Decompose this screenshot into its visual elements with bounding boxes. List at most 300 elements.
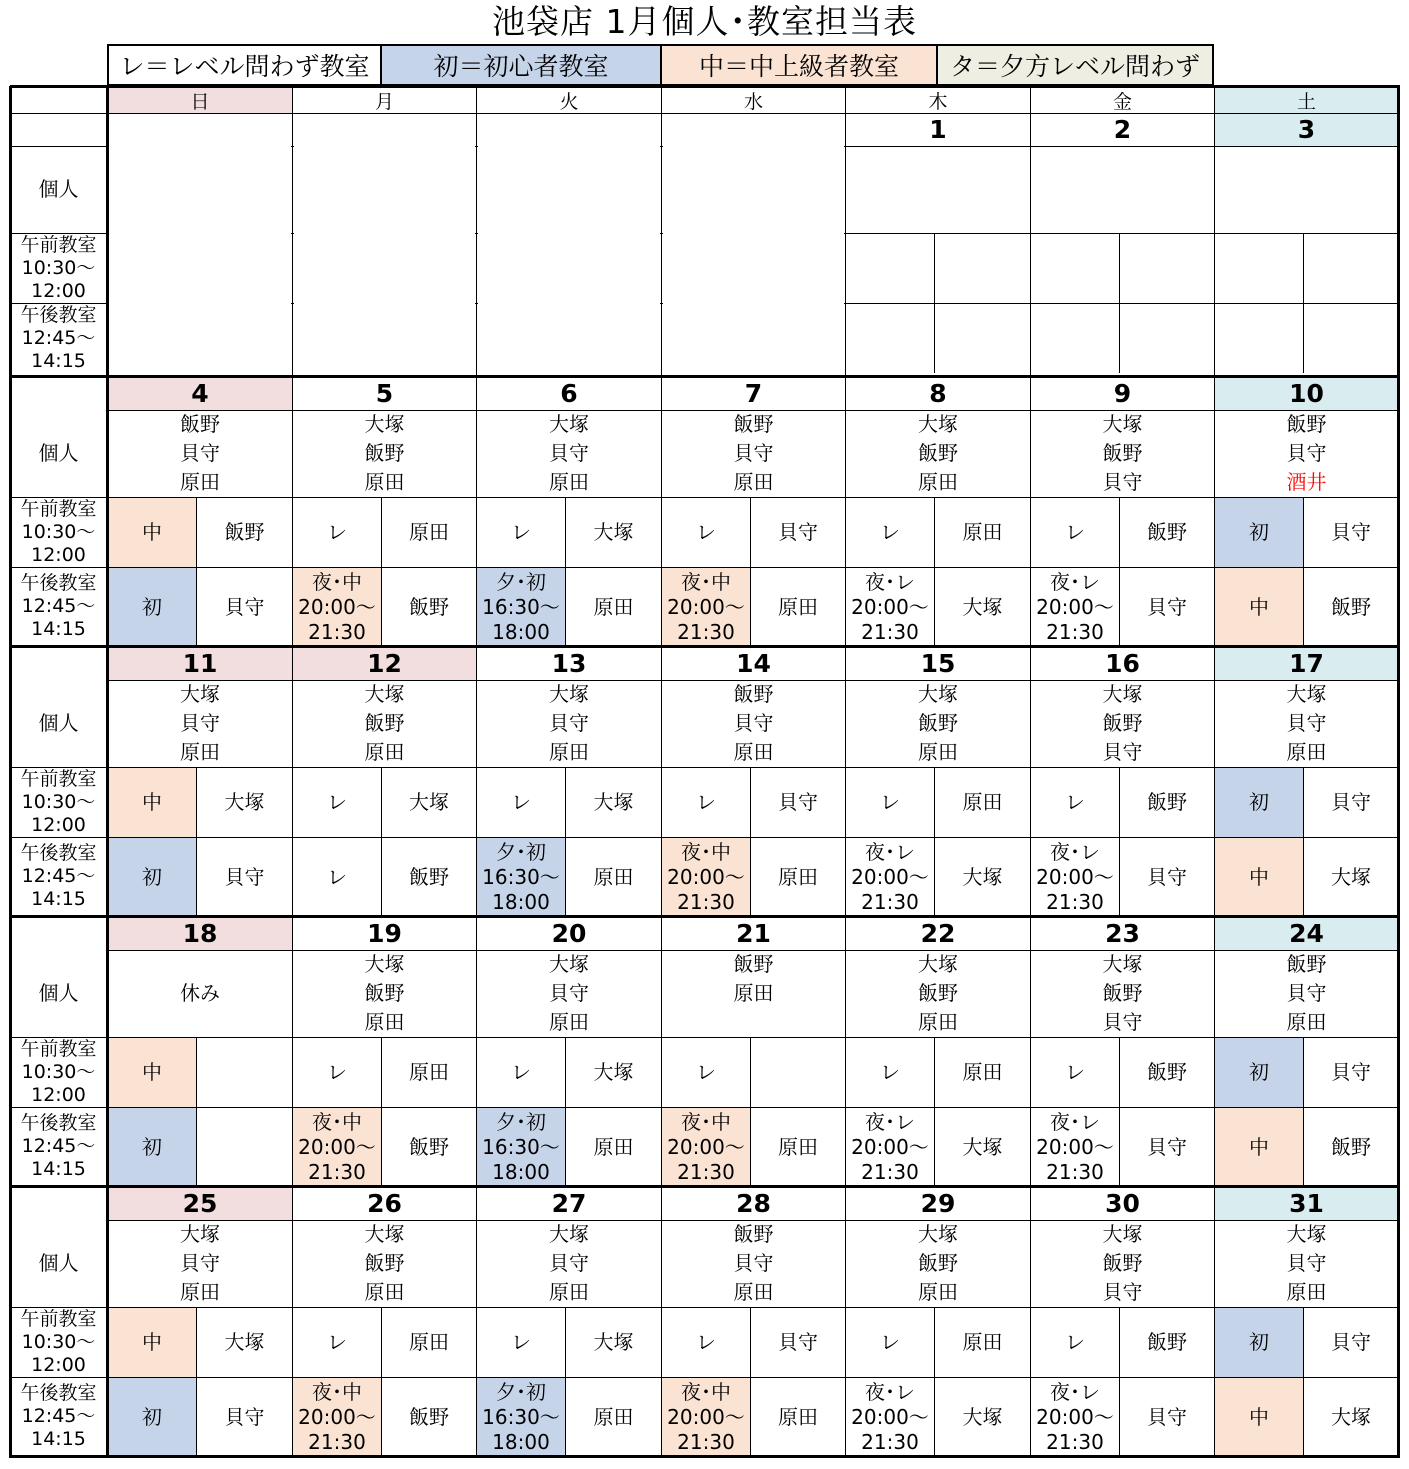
- class-teacher: 貝守: [778, 1330, 818, 1354]
- individual-staff: [662, 410, 845, 497]
- grid-line: [1303, 497, 1304, 646]
- class-teacher: 大塚: [593, 1330, 634, 1354]
- row-label-line: 12:45～: [21, 1135, 96, 1157]
- class-teacher: 貝守: [224, 1404, 265, 1429]
- class-type: レ: [327, 790, 347, 814]
- row-label-line: 午後教室: [20, 842, 97, 864]
- individual-staff: [293, 410, 476, 497]
- class-type: レ: [327, 1330, 347, 1354]
- class-teacher: 飯野: [1147, 790, 1187, 814]
- class-type: 夜･中 20:00～ 21:30: [662, 1378, 750, 1456]
- class-teacher: 原田: [962, 1060, 1003, 1084]
- class-type: 夜･レ 20:00～ 21:30: [851, 1379, 929, 1454]
- class-teacher: 原田: [409, 520, 449, 544]
- staff-name: 大塚: [1286, 682, 1327, 706]
- grid-line: [10, 1455, 1400, 1458]
- staff-name: 休み: [180, 981, 220, 1005]
- individual-staff: [846, 410, 1030, 497]
- staff-name: 飯野: [1102, 981, 1143, 1005]
- individual-staff: [846, 680, 1030, 767]
- staff-name: 飯野: [180, 412, 220, 436]
- day-number: 11: [108, 646, 292, 680]
- class-type: [846, 234, 934, 303]
- class-type: レ: [880, 1060, 900, 1084]
- staff-name: 貝守: [180, 441, 220, 465]
- staff-name: 大塚: [180, 1222, 220, 1246]
- individual-staff: [477, 1220, 661, 1307]
- class-teacher: 大塚: [593, 1060, 634, 1084]
- class-type: レ: [511, 1060, 531, 1084]
- weekday-header: 金: [1112, 90, 1132, 113]
- class-teacher: 大塚: [1331, 1404, 1371, 1429]
- class-type: 初: [108, 568, 196, 646]
- class-type: 夜･レ 20:00～ 21:30: [851, 839, 929, 914]
- staff-name: 原田: [364, 470, 405, 494]
- class-type: 夕･初 16:30～ 18:00: [477, 838, 565, 916]
- day-number: 15: [920, 648, 956, 678]
- class-teacher: 飯野: [224, 520, 265, 544]
- row-label-line: 14:15: [31, 1428, 86, 1450]
- day-number: 29: [920, 1188, 956, 1218]
- class-type: 中: [108, 1038, 196, 1107]
- individual-staff: [1031, 146, 1214, 233]
- class-teacher: 飯野: [409, 594, 449, 619]
- individual-staff: [662, 950, 845, 1037]
- row-label-line: 午前教室: [20, 233, 97, 256]
- grid-line: [292, 86, 293, 1458]
- grid-line: [1030, 86, 1031, 1458]
- staff-name: 貝守: [1286, 981, 1327, 1005]
- class-teacher: 大塚: [962, 1404, 1003, 1429]
- grid-line: [565, 497, 566, 646]
- staff-name: 飯野: [918, 711, 958, 735]
- individual-staff: [1215, 1220, 1398, 1307]
- staff-name: 大塚: [1102, 1222, 1143, 1246]
- class-type: 夜･中 20:00～ 21:30: [293, 568, 381, 646]
- staff-name: 原田: [733, 1280, 774, 1304]
- class-teacher: 原田: [409, 1060, 449, 1084]
- individual-staff: [1031, 950, 1214, 1037]
- class-type: レ: [696, 790, 716, 814]
- staff-name: 原田: [549, 1010, 589, 1034]
- class-teacher: [751, 1038, 845, 1107]
- day-number: 10: [1215, 376, 1398, 410]
- grid-line: [1119, 1037, 1120, 1186]
- row-label-kojin: 個人: [38, 981, 79, 1005]
- individual-staff: [1215, 146, 1398, 233]
- class-type: レ: [327, 1060, 347, 1084]
- individual-staff: [293, 680, 476, 767]
- staff-name: 大塚: [918, 412, 958, 436]
- class-teacher: 原田: [778, 1404, 818, 1429]
- staff-name: 大塚: [364, 952, 405, 976]
- grid-line: [10, 497, 1398, 498]
- blank-cell: [663, 114, 844, 372]
- day-number: 19: [367, 918, 402, 948]
- staff-name: 貝守: [1286, 711, 1327, 735]
- row-label-line: 10:30～: [21, 520, 96, 543]
- staff-name: 貝守: [180, 711, 220, 735]
- weekday-header: 火: [559, 90, 579, 113]
- class-teacher: [197, 1038, 292, 1107]
- day-number: 27: [551, 1188, 587, 1218]
- staff-name: 貝守: [1102, 1280, 1143, 1304]
- staff-name: 原田: [549, 740, 589, 764]
- day-number: 5: [375, 378, 394, 408]
- day-number: 8: [929, 378, 947, 408]
- grid-line: [750, 1037, 751, 1186]
- class-teacher: 飯野: [1147, 520, 1187, 544]
- grid-line: [1119, 497, 1120, 646]
- class-type: 中: [1215, 1378, 1303, 1456]
- class-teacher: [1304, 304, 1398, 373]
- day-number: 24: [1215, 916, 1398, 950]
- weekday-header: 月: [374, 90, 394, 113]
- day-number: 28: [736, 1188, 771, 1218]
- row-label-am: [10, 1037, 107, 1107]
- staff-name: 原田: [918, 1280, 958, 1304]
- class-teacher: 貝守: [1147, 1134, 1187, 1159]
- row-label-am: [10, 233, 107, 303]
- class-teacher: 貝守: [1147, 1404, 1187, 1429]
- class-teacher: 原田: [778, 594, 818, 619]
- class-teacher: 原田: [778, 1134, 818, 1159]
- grid-line: [1303, 1307, 1304, 1456]
- row-label-line: 12:45～: [21, 326, 96, 349]
- class-type: レ: [696, 1330, 716, 1354]
- grid-line: [10, 837, 1398, 838]
- row-label-line: 12:00: [31, 813, 86, 836]
- blank-cell: [294, 114, 475, 372]
- grid-line: [1119, 767, 1120, 916]
- row-label-line: 12:00: [31, 279, 86, 302]
- class-type: 夜･中 20:00～ 21:30: [662, 1108, 750, 1186]
- staff-name: 貝守: [733, 441, 774, 465]
- row-label-line: 午前教室: [20, 1307, 97, 1330]
- day-number: 21: [736, 918, 771, 948]
- class-type: レ: [327, 864, 347, 889]
- staff-name: 貝守: [1286, 1251, 1327, 1275]
- individual-staff: [1031, 680, 1214, 767]
- class-type: 中: [1215, 1108, 1303, 1186]
- grid-line: [107, 410, 1398, 411]
- individual-staff: [1215, 950, 1398, 1037]
- class-type: 夜･中 20:00～ 21:30: [662, 838, 750, 916]
- staff-name: 大塚: [1102, 412, 1143, 436]
- class-teacher: 貝守: [224, 864, 265, 889]
- class-type: 中: [1215, 568, 1303, 646]
- class-type: 初: [108, 838, 196, 916]
- class-teacher: 大塚: [962, 594, 1003, 619]
- grid-line: [107, 680, 1398, 681]
- row-label-line: 午後教室: [20, 303, 97, 326]
- staff-name: 飯野: [364, 441, 405, 465]
- class-type: レ: [327, 520, 347, 544]
- weekday-header: 日: [108, 87, 292, 113]
- page-title: 池袋店 1月個人･教室担当表: [492, 2, 917, 41]
- class-teacher: 貝守: [1331, 520, 1371, 544]
- class-teacher: 貝守: [224, 594, 265, 619]
- staff-name: 原田: [1286, 1280, 1327, 1304]
- row-label-am: [10, 497, 107, 567]
- day-number: 1: [929, 115, 947, 144]
- class-type: 初: [108, 1108, 196, 1186]
- row-label-line: 14:15: [31, 618, 86, 640]
- class-teacher: 貝守: [1147, 864, 1187, 889]
- individual-staff: [846, 146, 1030, 233]
- grid-line: [565, 1037, 566, 1186]
- class-teacher: 原田: [593, 1134, 634, 1159]
- individual-staff: [1215, 410, 1398, 497]
- individual-staff: [108, 410, 292, 497]
- class-type: 夜･レ 20:00～ 21:30: [1036, 839, 1114, 914]
- day-number: 2: [1113, 115, 1132, 144]
- class-type: レ: [511, 520, 531, 544]
- class-type: 初: [1215, 498, 1303, 567]
- class-teacher: 原田: [593, 594, 634, 619]
- staff-name: 飯野: [918, 981, 958, 1005]
- grid-line: [10, 1185, 1400, 1188]
- blank-cell: [478, 114, 660, 372]
- staff-name: 大塚: [364, 412, 405, 436]
- class-type: レ: [880, 1330, 900, 1354]
- class-teacher: 大塚: [1331, 864, 1371, 889]
- grid-line: [10, 645, 1400, 648]
- row-label-line: 午前教室: [20, 497, 97, 520]
- staff-name: 貝守: [1102, 470, 1143, 494]
- staff-name: 貝守: [549, 1251, 589, 1275]
- day-number: 23: [1105, 918, 1140, 948]
- class-type: 夜･中 20:00～ 21:30: [293, 1378, 381, 1456]
- class-type: 夕･初 16:30～ 18:00: [477, 1378, 565, 1456]
- grid-line: [934, 767, 935, 916]
- row-label-line: 10:30～: [21, 1060, 96, 1083]
- grid-line: [107, 950, 1398, 951]
- grid-line: [10, 915, 1400, 918]
- staff-name: 原田: [918, 740, 958, 764]
- class-teacher: 大塚: [593, 790, 634, 814]
- individual-staff: [477, 680, 661, 767]
- grid-line: [934, 1037, 935, 1186]
- class-type: 中: [108, 498, 196, 567]
- class-teacher: [1120, 234, 1214, 303]
- class-teacher: [197, 1108, 292, 1186]
- staff-name: 大塚: [549, 682, 589, 706]
- grid-line: [10, 1377, 1398, 1378]
- class-teacher: [1120, 304, 1214, 373]
- grid-line: [381, 497, 382, 646]
- class-teacher: [935, 234, 1030, 303]
- individual-staff: [477, 410, 661, 497]
- class-teacher: 貝守: [1331, 1330, 1371, 1354]
- row-label-line: 12:45～: [21, 1405, 96, 1427]
- grid-line: [750, 1307, 751, 1456]
- staff-name: 飯野: [1102, 1251, 1143, 1275]
- staff-name: 原田: [733, 470, 774, 494]
- grid-line: [934, 233, 935, 373]
- staff-name: 原田: [1286, 740, 1327, 764]
- staff-name: 原田: [549, 1280, 589, 1304]
- class-type: レ: [1065, 790, 1085, 814]
- class-teacher: [1304, 234, 1398, 303]
- day-number: 25: [108, 1186, 292, 1220]
- grid-line: [10, 1037, 1398, 1038]
- class-teacher: 飯野: [409, 864, 449, 889]
- class-teacher: 貝守: [1331, 1060, 1371, 1084]
- row-label-line: 14:15: [31, 349, 86, 372]
- class-type: レ: [1065, 1330, 1085, 1354]
- staff-name: 大塚: [918, 952, 958, 976]
- row-label-line: 午前教室: [20, 1037, 97, 1060]
- grid-line: [1214, 86, 1215, 1458]
- class-teacher: 飯野: [409, 1134, 449, 1159]
- staff-name: 大塚: [364, 682, 405, 706]
- class-teacher: 原田: [593, 864, 634, 889]
- staff-name: 貝守: [549, 441, 589, 465]
- day-number: 4: [108, 376, 292, 410]
- grid-line: [661, 86, 662, 1458]
- weekday-header: 木: [928, 90, 948, 113]
- grid-line: [1119, 233, 1120, 373]
- row-label-pm: [10, 303, 107, 373]
- class-type: 初: [1215, 1308, 1303, 1377]
- row-label-line: 12:00: [31, 1083, 86, 1106]
- individual-staff: [1031, 410, 1214, 497]
- staff-name: 貝守: [1286, 441, 1327, 465]
- row-label-kojin: 個人: [38, 177, 79, 201]
- class-teacher: 大塚: [224, 1330, 265, 1354]
- grid-line: [1119, 1307, 1120, 1456]
- day-number: 9: [1113, 378, 1132, 408]
- class-teacher: 原田: [962, 520, 1003, 544]
- day-number: 3: [1215, 113, 1398, 146]
- grid-line: [934, 497, 935, 646]
- class-teacher: 飯野: [1331, 1134, 1371, 1159]
- class-type: 夜･レ 20:00～ 21:30: [851, 569, 929, 644]
- class-teacher: 大塚: [962, 864, 1003, 889]
- staff-name: 飯野: [364, 1251, 405, 1275]
- day-number: 17: [1215, 646, 1398, 680]
- grid-line: [750, 497, 751, 646]
- staff-name: 飯野: [1286, 412, 1327, 436]
- staff-name: 飯野: [733, 682, 774, 706]
- row-label-line: 10:30～: [21, 790, 96, 813]
- row-label-pm: [10, 837, 107, 916]
- grid-line: [196, 1037, 197, 1186]
- class-type: 初: [1215, 768, 1303, 837]
- grid-line: [1397, 86, 1400, 1458]
- class-type: 中: [108, 1308, 196, 1377]
- blank-cell: [109, 114, 291, 372]
- staff-name: 飯野: [1102, 441, 1143, 465]
- staff-name: 大塚: [549, 412, 589, 436]
- legend-item: タ＝夕方レベル問わず: [936, 44, 1214, 86]
- class-teacher: 原田: [409, 1330, 449, 1354]
- staff-name: 大塚: [1102, 682, 1143, 706]
- grid-line: [1303, 233, 1304, 373]
- individual-staff: [293, 950, 476, 1037]
- class-teacher: 貝守: [1331, 790, 1371, 814]
- class-type: [846, 304, 934, 373]
- class-teacher: 原田: [778, 864, 818, 889]
- grid-line: [10, 767, 1398, 768]
- day-number: 26: [367, 1188, 402, 1218]
- class-teacher: [935, 304, 1030, 373]
- staff-name: 原田: [918, 1010, 958, 1034]
- grid-line: [381, 1307, 382, 1456]
- staff-name: 貝守: [549, 711, 589, 735]
- row-label-kojin: 個人: [38, 441, 79, 465]
- class-teacher: 原田: [593, 1404, 634, 1429]
- staff-name: 貝守: [549, 981, 589, 1005]
- class-type: レ: [511, 1330, 531, 1354]
- grid-line: [381, 767, 382, 916]
- row-label-am: [10, 767, 107, 837]
- row-label-line: 10:30～: [21, 1330, 96, 1353]
- class-type: レ: [880, 790, 900, 814]
- staff-name: 酒井: [1286, 470, 1327, 494]
- grid-line: [10, 233, 107, 234]
- individual-staff: [477, 950, 661, 1037]
- grid-line: [196, 1307, 197, 1456]
- row-label-line: 12:00: [31, 543, 86, 566]
- staff-name: 原田: [364, 740, 405, 764]
- row-label-line: 14:15: [31, 888, 86, 910]
- class-type: 夜･中 20:00～ 21:30: [662, 568, 750, 646]
- staff-name: 大塚: [1102, 952, 1143, 976]
- grid-line: [10, 1107, 1398, 1108]
- day-number: 7: [744, 378, 763, 408]
- grid-line: [10, 567, 1398, 568]
- class-type: [1215, 304, 1303, 373]
- day-number: 16: [1105, 648, 1140, 678]
- staff-name: 大塚: [918, 1222, 958, 1246]
- grid-line: [1303, 1037, 1304, 1186]
- class-type: 夜･レ 20:00～ 21:30: [1036, 1109, 1114, 1184]
- class-type: 中: [1215, 838, 1303, 916]
- individual-staff: [108, 1220, 292, 1307]
- class-teacher: 原田: [962, 1330, 1003, 1354]
- class-teacher: 飯野: [409, 1404, 449, 1429]
- class-type: レ: [880, 520, 900, 544]
- class-teacher: 大塚: [593, 520, 634, 544]
- day-number: 6: [560, 378, 578, 408]
- legend-item: 中＝中上級者教室: [660, 44, 938, 86]
- staff-name: 大塚: [180, 682, 220, 706]
- staff-name: 大塚: [549, 952, 589, 976]
- legend-item: レ＝レベル問わず教室: [107, 44, 382, 86]
- grid-line: [1303, 767, 1304, 916]
- grid-line: [476, 86, 477, 1458]
- individual-staff: [846, 950, 1030, 1037]
- day-number: 14: [736, 648, 771, 678]
- individual-staff: [846, 1220, 1030, 1307]
- day-number: 18: [108, 916, 292, 950]
- class-type: 初: [108, 1378, 196, 1456]
- staff-name: 飯野: [918, 1251, 958, 1275]
- class-type: [1031, 234, 1119, 303]
- day-number: 30: [1105, 1188, 1140, 1218]
- individual-staff: [1215, 680, 1398, 767]
- class-type: 夕･初 16:30～ 18:00: [477, 568, 565, 646]
- individual-staff: [293, 1220, 476, 1307]
- row-label-line: 12:45～: [21, 595, 96, 617]
- class-teacher: 貝守: [778, 520, 818, 544]
- staff-name: 貝守: [733, 711, 774, 735]
- staff-name: 飯野: [733, 412, 774, 436]
- day-number: 22: [920, 918, 956, 948]
- row-label-line: 午後教室: [20, 1382, 97, 1404]
